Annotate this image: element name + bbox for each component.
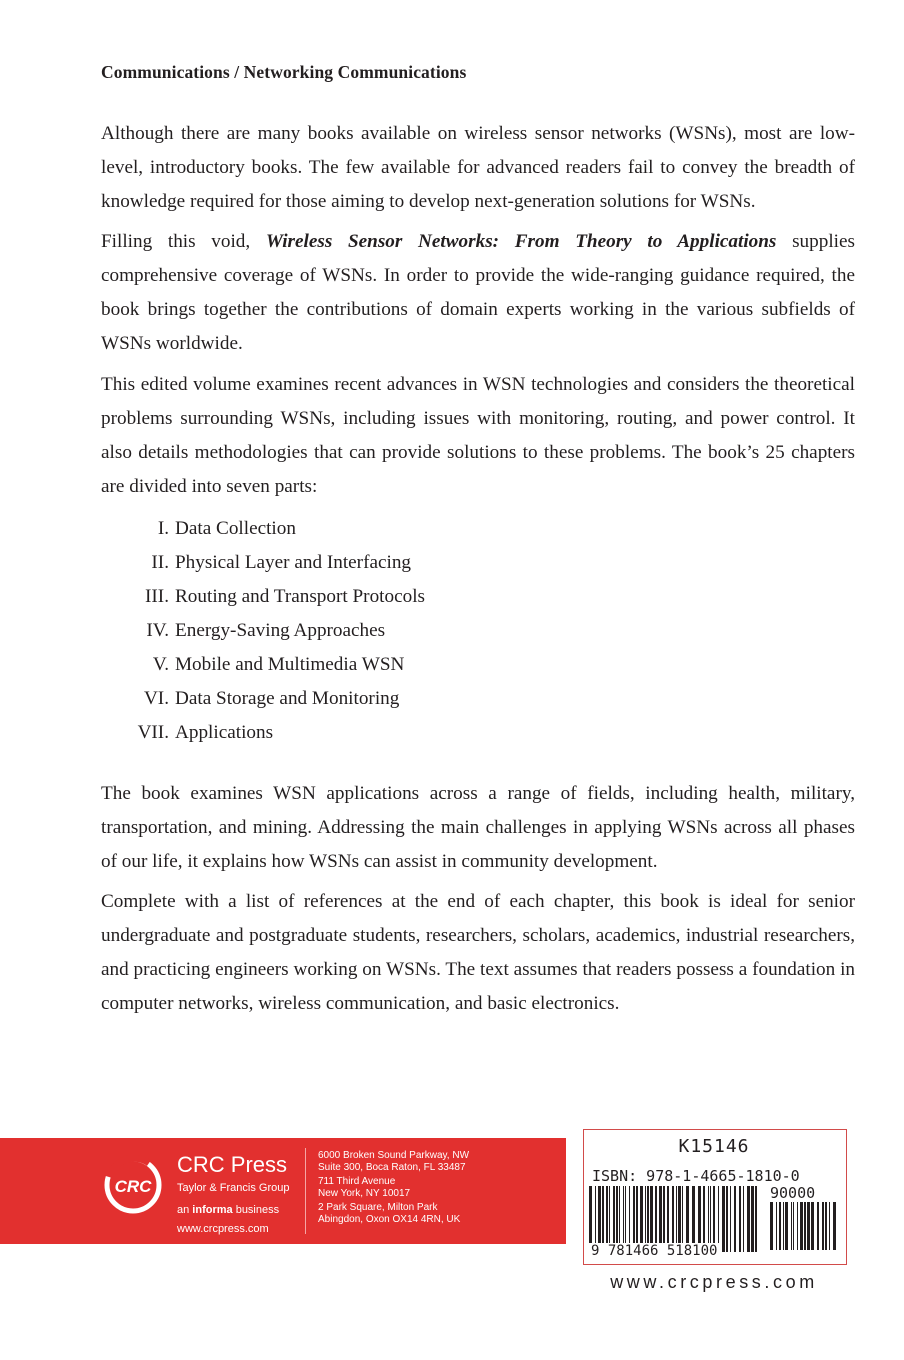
barcode-bar <box>739 1186 741 1252</box>
isbn-number: ISBN: 978-1-4665-1810-0 <box>592 1167 800 1185</box>
crc-logo-text: CRC <box>114 1177 152 1196</box>
part-label: Mobile and Multimedia WSN <box>175 654 405 675</box>
barcode-bar <box>726 1186 728 1252</box>
address-line: 6000 Broken Sound Parkway, NW <box>318 1150 470 1161</box>
barcode-bar <box>807 1202 810 1250</box>
barcode-bar <box>730 1186 731 1252</box>
part-number: VI. <box>143 688 169 709</box>
informa-word: informa <box>192 1204 233 1216</box>
part-label: Energy-Saving Approaches <box>175 620 386 641</box>
p2-lead: Filling this void, <box>101 231 266 252</box>
address-line: Abingdon, Oxon OX14 4RN, UK <box>318 1213 461 1225</box>
address-line: 711 Third Avenue <box>318 1176 396 1188</box>
barcode-bar <box>776 1202 777 1250</box>
barcode-bar <box>783 1202 784 1250</box>
publisher-website: www.crcpress.com <box>177 1223 269 1235</box>
barcode-bar <box>785 1202 788 1250</box>
barcode-bar <box>734 1186 736 1252</box>
informa-prefix: an <box>177 1204 193 1216</box>
barcode-bar <box>722 1186 725 1252</box>
barcode-bar <box>817 1202 819 1250</box>
part-number: II. <box>151 552 169 573</box>
book-title: Wireless Sensor Networks: From Theory to Applications <box>265 231 777 252</box>
publisher-addresses <box>318 1150 469 1226</box>
barcode-bar <box>825 1202 827 1250</box>
informa-suffix: business <box>232 1204 280 1216</box>
part-label: Applications <box>175 722 274 743</box>
list-item <box>101 648 601 682</box>
publisher-name: CRC Press <box>177 1152 288 1177</box>
part-label: Routing and Transport Protocols <box>175 586 425 607</box>
parts-list <box>101 512 601 750</box>
barcode-bar <box>829 1202 830 1250</box>
barcode-bar <box>833 1202 836 1250</box>
crc-logo-icon <box>103 1155 163 1215</box>
part-number: IV. <box>146 620 169 641</box>
barcode-addon <box>770 1202 838 1250</box>
part-number: V. <box>152 654 169 675</box>
list-item <box>101 580 601 614</box>
list-item <box>101 546 601 580</box>
address-line: Suite 300, Boca Raton, FL 33487 <box>318 1161 466 1173</box>
part-number: VII. <box>137 722 169 743</box>
list-item <box>101 614 601 648</box>
barcode-bar <box>747 1186 750 1252</box>
address-line: New York, NY 10017 <box>318 1187 411 1199</box>
list-item <box>101 716 601 750</box>
address-line: 2 Park Square, Milton Park <box>318 1202 438 1214</box>
barcode-bar <box>800 1202 803 1250</box>
list-item <box>101 682 601 716</box>
p2-rest: supplies comprehensive coverage of WSNs. In order to provide the wide-ranging guidance required, the book brings together the contributions of domain experts working in the various subfields of WSNs worldwide. <box>101 231 855 354</box>
website-url: www.crcpress.com <box>610 1272 818 1292</box>
part-number: III. <box>145 586 169 607</box>
part-number: I. <box>157 518 169 539</box>
job-number: K15146 <box>678 1136 750 1157</box>
barcode-bar <box>743 1186 744 1252</box>
part-label: Data Collection <box>175 518 296 539</box>
applications-paragraph: The book examines WSN applications across a range of fields, including health, military, transportation, and mining. Addressing the main challenges in applying WSNs across all phases of our life, it explains how WSNs can assist in community development. <box>101 783 855 872</box>
barcode-bar <box>811 1202 814 1250</box>
barcode-bar <box>751 1186 754 1252</box>
barcode-bar <box>779 1202 781 1250</box>
intro-paragraph: Although there are many books available on wireless sensor networks (WSNs), most are low-level, introductory books. The few available for advanced readers fail to convey the breadth of knowledge required for those aiming to develop next-generation solutions for WSNs. <box>101 123 855 212</box>
barcode-digits: 9 781466 518100 <box>591 1243 718 1259</box>
barcode-bar <box>770 1202 773 1250</box>
audience-paragraph: Complete with a list of references at the end of each chapter, this book is ideal for senior undergraduate and postgraduate students, researchers, scholars, academics, industrial researchers, and practicing engineers working on WSNs. The text assumes that readers possess a foundation in computer networks, wireless communication, and basic electronics. <box>101 891 855 1014</box>
barcode-bar <box>793 1202 794 1250</box>
category-heading: Communications / Networking Communications <box>101 62 467 82</box>
volume-paragraph: This edited volume examines recent advances in WSN technologies and considers the theoretical problems surrounding WSNs, including issues with monitoring, routing, and power control. It also details methodologies that can provide solutions to these problems. The book’s 25 chapters are divided into seven parts: <box>101 374 855 497</box>
barcode-bar <box>804 1202 806 1250</box>
part-label: Data Storage and Monitoring <box>175 688 400 709</box>
part-label: Physical Layer and Interfacing <box>175 552 412 573</box>
barcode-bar <box>755 1186 757 1252</box>
barcode-bar <box>822 1202 824 1250</box>
barcode-bar <box>791 1202 792 1250</box>
band-divider <box>305 1148 306 1234</box>
publisher-group: Taylor & Francis Group <box>177 1182 290 1194</box>
list-item <box>101 512 601 546</box>
void-paragraph <box>101 225 855 361</box>
informa-tagline <box>177 1203 279 1217</box>
barcode-bar <box>797 1202 798 1250</box>
price-code: 90000 <box>770 1184 816 1202</box>
